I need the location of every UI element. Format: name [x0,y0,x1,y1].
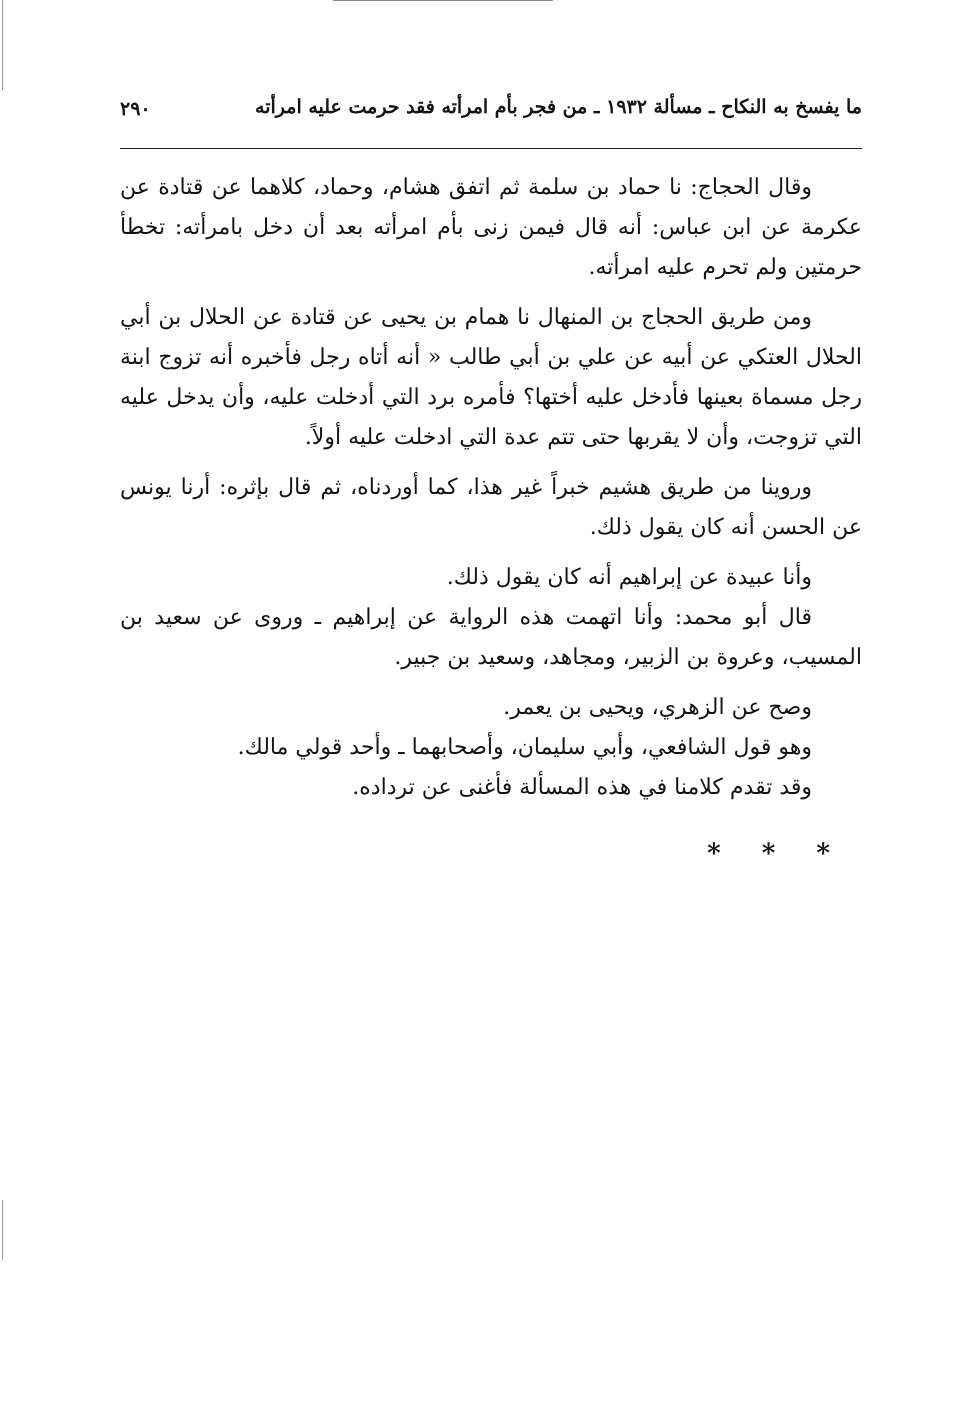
header-divider [120,148,862,149]
section-break: * * * [707,839,846,869]
paragraph: قال أبو محمد: وأنا اتهمت هذه الرواية عن إبراهيم ـ وروى عن سعيد بن المسيب، وعروة بن الزبير، ومجاهد، وسعيد بن جبير. [120,605,862,670]
scan-edge-line [333,0,553,1]
paragraph: وصح عن الزهري، ويحيى بن يعمر. [503,695,812,720]
paragraph: وروينا من طريق هشيم خبراً غير هذا، كما أوردناه، ثم قال بإثره: أرنا يونس عن الحسن أنه كان يقول ذلك. [120,475,862,540]
paragraph: ومن طريق الحجاج بن المنهال نا همام بن يحيى عن قتادة عن الحلال بن أبي الحلال العتكي عن أبيه عن علي بن أبي طالب « أنه أتاه رجل فأخبره أنه تزوج ابنة رجل مسماة بعينها فأدخل عليه أختها؟ فأمره برد التي أدخلت عليه، وأن يدخل عليه التي تزوجت، وأن لا يقربها حتى تتم عدة التي ادخلت عليه أولاً. [120,305,862,450]
paragraph: وأنا عبيدة عن إبراهيم أنه كان يقول ذلك. [446,565,812,590]
scan-margin-mark [2,1200,3,1260]
body-text [120,168,862,874]
running-header [120,90,862,138]
paragraph: وقال الحجاج: نا حماد بن سلمة ثم اتفق هشام، وحماد، كلاهما عن قتادة عن عكرمة عن ابن عباس: أنه قال فيمن زنى بأم امرأته بعد أن دخل بامرأته: تخطأ حرمتين ولم تحرم عليه امرأته. [120,175,862,280]
page-number: ٢٩٠ [120,98,151,120]
document-page [120,90,862,869]
scan-margin-mark [2,0,3,90]
paragraph: وقد تقدم كلامنا في هذه المسألة فأغنى عن ترداده. [352,775,812,800]
running-header-title: ما يفسخ به النكاح ـ مسألة ١٩٣٢ ـ من فجر بأم امرأته فقد حرمت عليه امرأته [255,96,862,118]
paragraph: وهو قول الشافعي، وأبي سليمان، وأصحابهما ـ وأحد قولي مالك. [237,735,812,760]
